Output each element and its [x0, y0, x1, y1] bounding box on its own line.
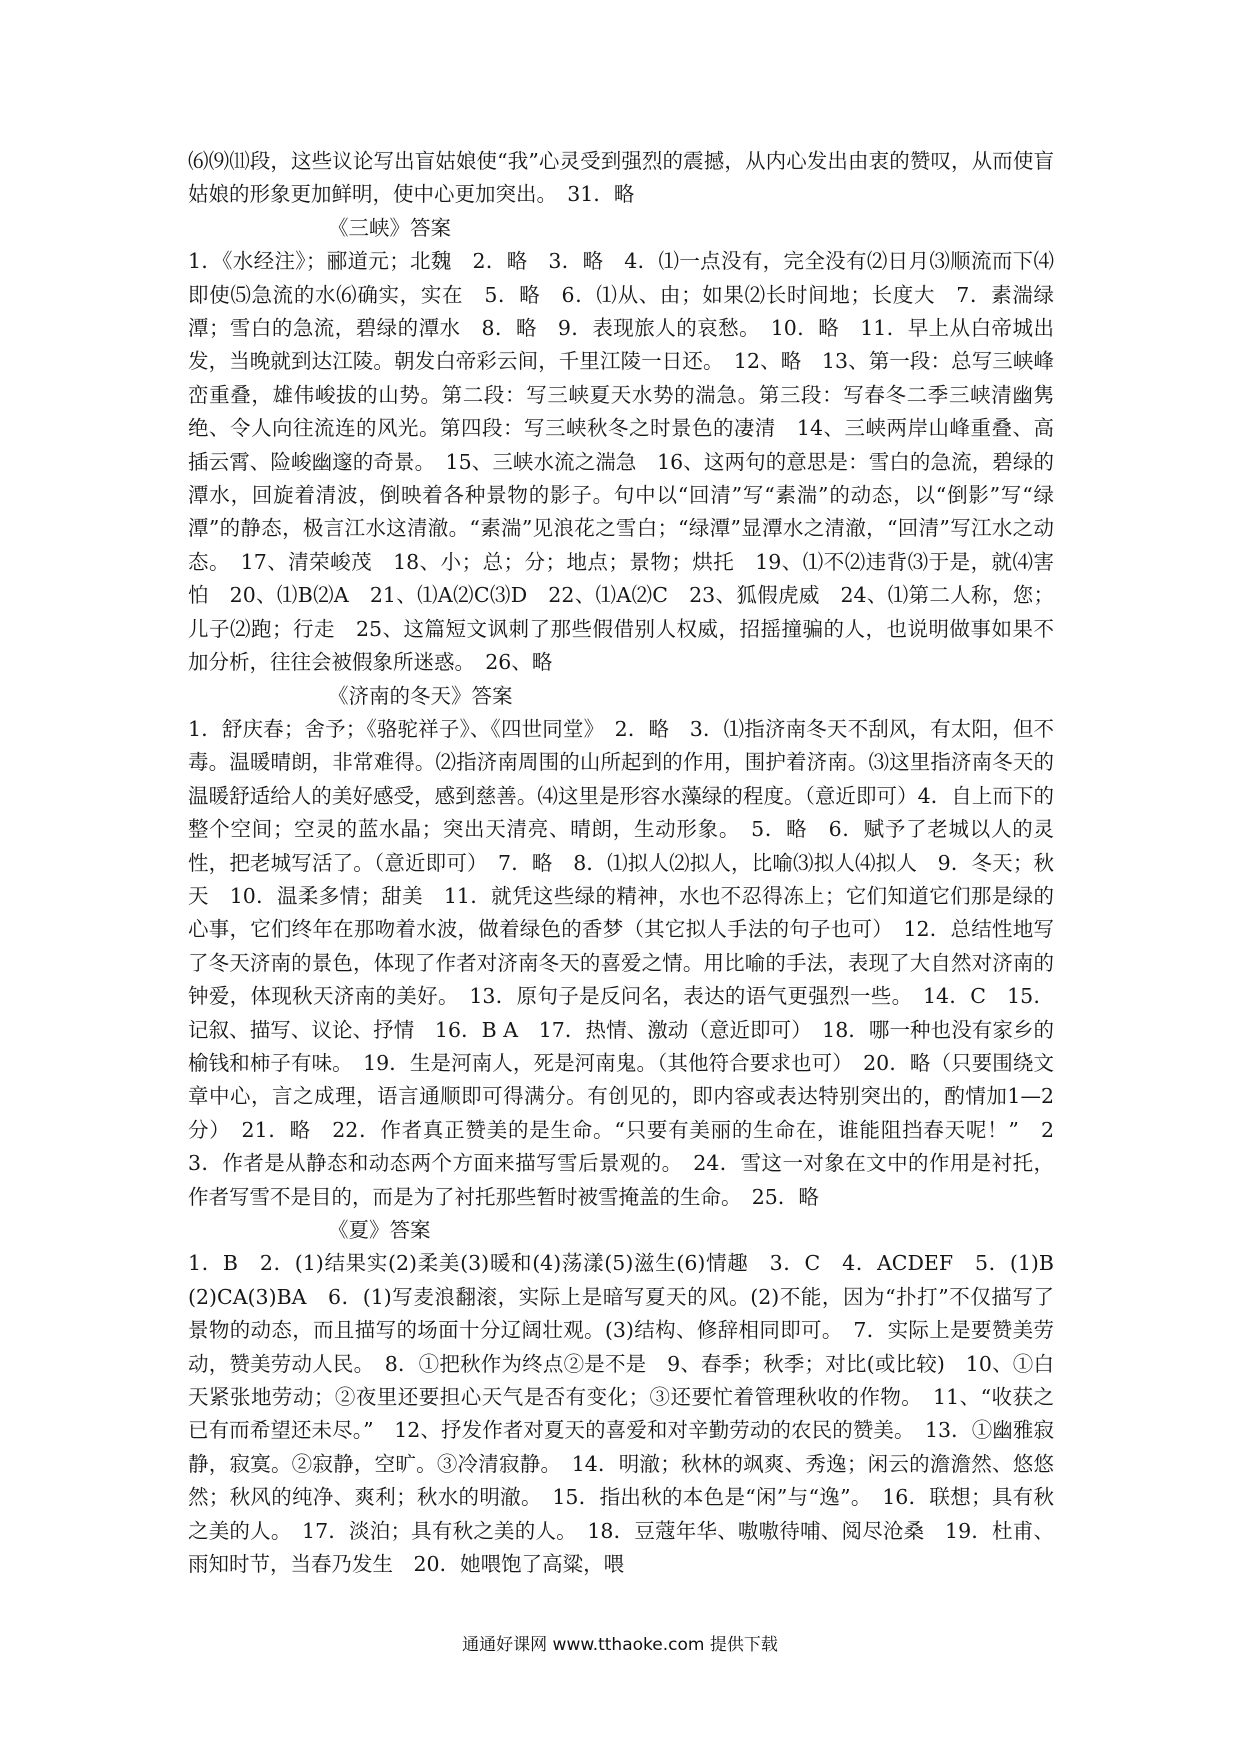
- page-footer: 通通好课网 www.tthaoke.com 提供下载: [462, 1635, 778, 1655]
- section-title-sanxia: 《三峡》答案: [328, 215, 451, 240]
- document-body: [188, 145, 1054, 1581]
- intro-paragraph: ⑹⑼⑾段，这些议论写出盲姑娘使“我”心灵受到强烈的震撼，从内心发出由衷的赞叹，从而使盲姑娘的形象更加鲜明，使中心更加突出。 31．略: [188, 149, 1054, 207]
- section-title-xia: 《夏》答案: [328, 1218, 431, 1242]
- section-text-sanxia: 1．《水经注》；郦道元；北魏 2．略 3．略 4．⑴一点没有，完全没有⑵日月⑶顺流而下⑷即使⑸急流的水⑹确实，实在 5．略 6．⑴从、由；如果⑵长时间地；长度大 7．素湍绿潭；雪白的急流，碧绿的潭水 8．略 9．表现旅人的哀愁。 10．略 11．早上从白帝城出发，当晚就到达江陵。朝发白帝彩云间，千里江陵一日还。 12、略 13、第一段：总写三峡峰峦重叠，雄伟峻拔的山势。第二段：写三峡夏天水势的湍急。第三段：写春冬二季三峡清幽隽绝、令人向往流连的风光。第四段：写三峡秋冬之时景色的凄清 14、三峡两岸山峰重叠、高插云霄、险峻幽邃的奇景。 15、三峡水流之湍急 16、这两句的意思是：雪白的急流，碧绿的潭水，回旋着清波，倒映着各种景物的影子。句中以“回清”写“素湍”的动态，以“倒影”写“绿潭”的静态，极言江水这清澈。“素湍”见浪花之雪白；“绿潭”显潭水之清澈，“回清”写江水之动态。 17、清荣峻茂 18、小；总；分；地点；景物；烘托 19、⑴不⑵违背⑶于是，就⑷害怕 20、⑴B⑵A 21、⑴A⑵C⑶D 22、⑴A⑵C 23、狐假虎威 24、⑴第二人称，您；儿子⑵跑；行走 25、这篇短文讽刺了那些假借别人权威，招摇撞骗的人，也说明做事如果不加分析，往往会被假象所迷惑。 26、略: [188, 249, 1054, 675]
- section-title-jinan: 《济南的冬天》答案: [328, 683, 513, 708]
- section-text-jinan: 1．舒庆春；舍予；《骆驼祥子》、《四世同堂》 2．略 3．⑴指济南冬天不刮风，有太阳，但不毒。温暖晴朗，非常难得。⑵指济南周围的山所起到的作用，围护着济南。⑶这里指济南冬天的温暖舒适给人的美好感受，感到慈善。⑷这里是形容水藻绿的程度。（意近即可）4．自上而下的整个空间；空灵的蓝水晶；突出天清亮、晴朗，生动形象。 5．略 6．赋予了老城以人的灵性，把老城写活了。（意近即可） 7．略 8．⑴拟人⑵拟人，比喻⑶拟人⑷拟人 9．冬天；秋天 10．温柔多情；甜美 11．就凭这些绿的精神，水也不忍得冻上；它们知道它们那是绿的心事，它们终年在那吻着水波，做着绿色的香梦（其它拟人手法的句子也可） 12．总结性地写了冬天济南的景色，体现了作者对济南冬天的喜爱之情。用比喻的手法，表现了大自然对济南的钟爱，体现秋天济南的美好。 13．原句子是反问名，表达的语气更强烈一些。 14．C 15．记叙、描写、议论、抒情 16．B A 17．热情、激动（意近即可） 18．哪一种也没有家乡的榆钱和柿子有味。 19．生是河南人，死是河南鬼。（其他符合要求也可） 20．略（只要围绕文章中心，言之成理，语言通顺即可得满分。有创见的，即内容或表达特别突出的，酌情加1—2分） 21．略 22．作者真正赞美的是生命。“只要有美丽的生命在，谁能阻挡春天呢！” 23．作者是从静态和动态两个方面来描写雪后景观的。 24．雪这一对象在文中的作用是衬托，作者写雪不是目的，而是为了衬托那些暂时被雪掩盖的生命。 25．略: [188, 716, 1054, 1209]
- section-text-xia: 1．B 2．(1)结果实(2)柔美(3)暖和(4)荡漾(5)滋生(6)情趣 3．C 4．ACDEF 5．(1)B(2)CA(3)BA 6．(1)写麦浪翻滚，实际上是暗写夏天的风。(2)不能，因为“扑打”不仅描写了景物的动态，而且描写的场面十分辽阔壮观。(3)结构、修辞相同即可。 7．实际上是要赞美劳动，赞美劳动人民。 8．①把秋作为终点②是不是 9、春季；秋季；对比(或比较) 10、①白天紧张地劳动；②夜里还要担心天气是否有变化；③还要忙着管理秋收的作物。 11、“收获之已有而希望还未尽。” 12、抒发作者对夏天的喜爱和对辛勤劳动的农民的赞美。 13．①幽雅寂静，寂寞。②寂静，空旷。③冷清寂静。 14．明澈；秋林的飒爽、秀逸；闲云的澹澹然、悠悠然；秋风的纯净、爽利；秋水的明澈。 15．指出秋的本色是“闲”与“逸”。 16．联想；具有秋之美的人。 17．淡泊；具有秋之美的人。 18．豆蔻年华、嗷嗷待哺、阅尽沧桑 19．杜甫、雨知时节，当春乃发生 20．她喂饱了高粱，喂: [188, 1251, 1054, 1577]
